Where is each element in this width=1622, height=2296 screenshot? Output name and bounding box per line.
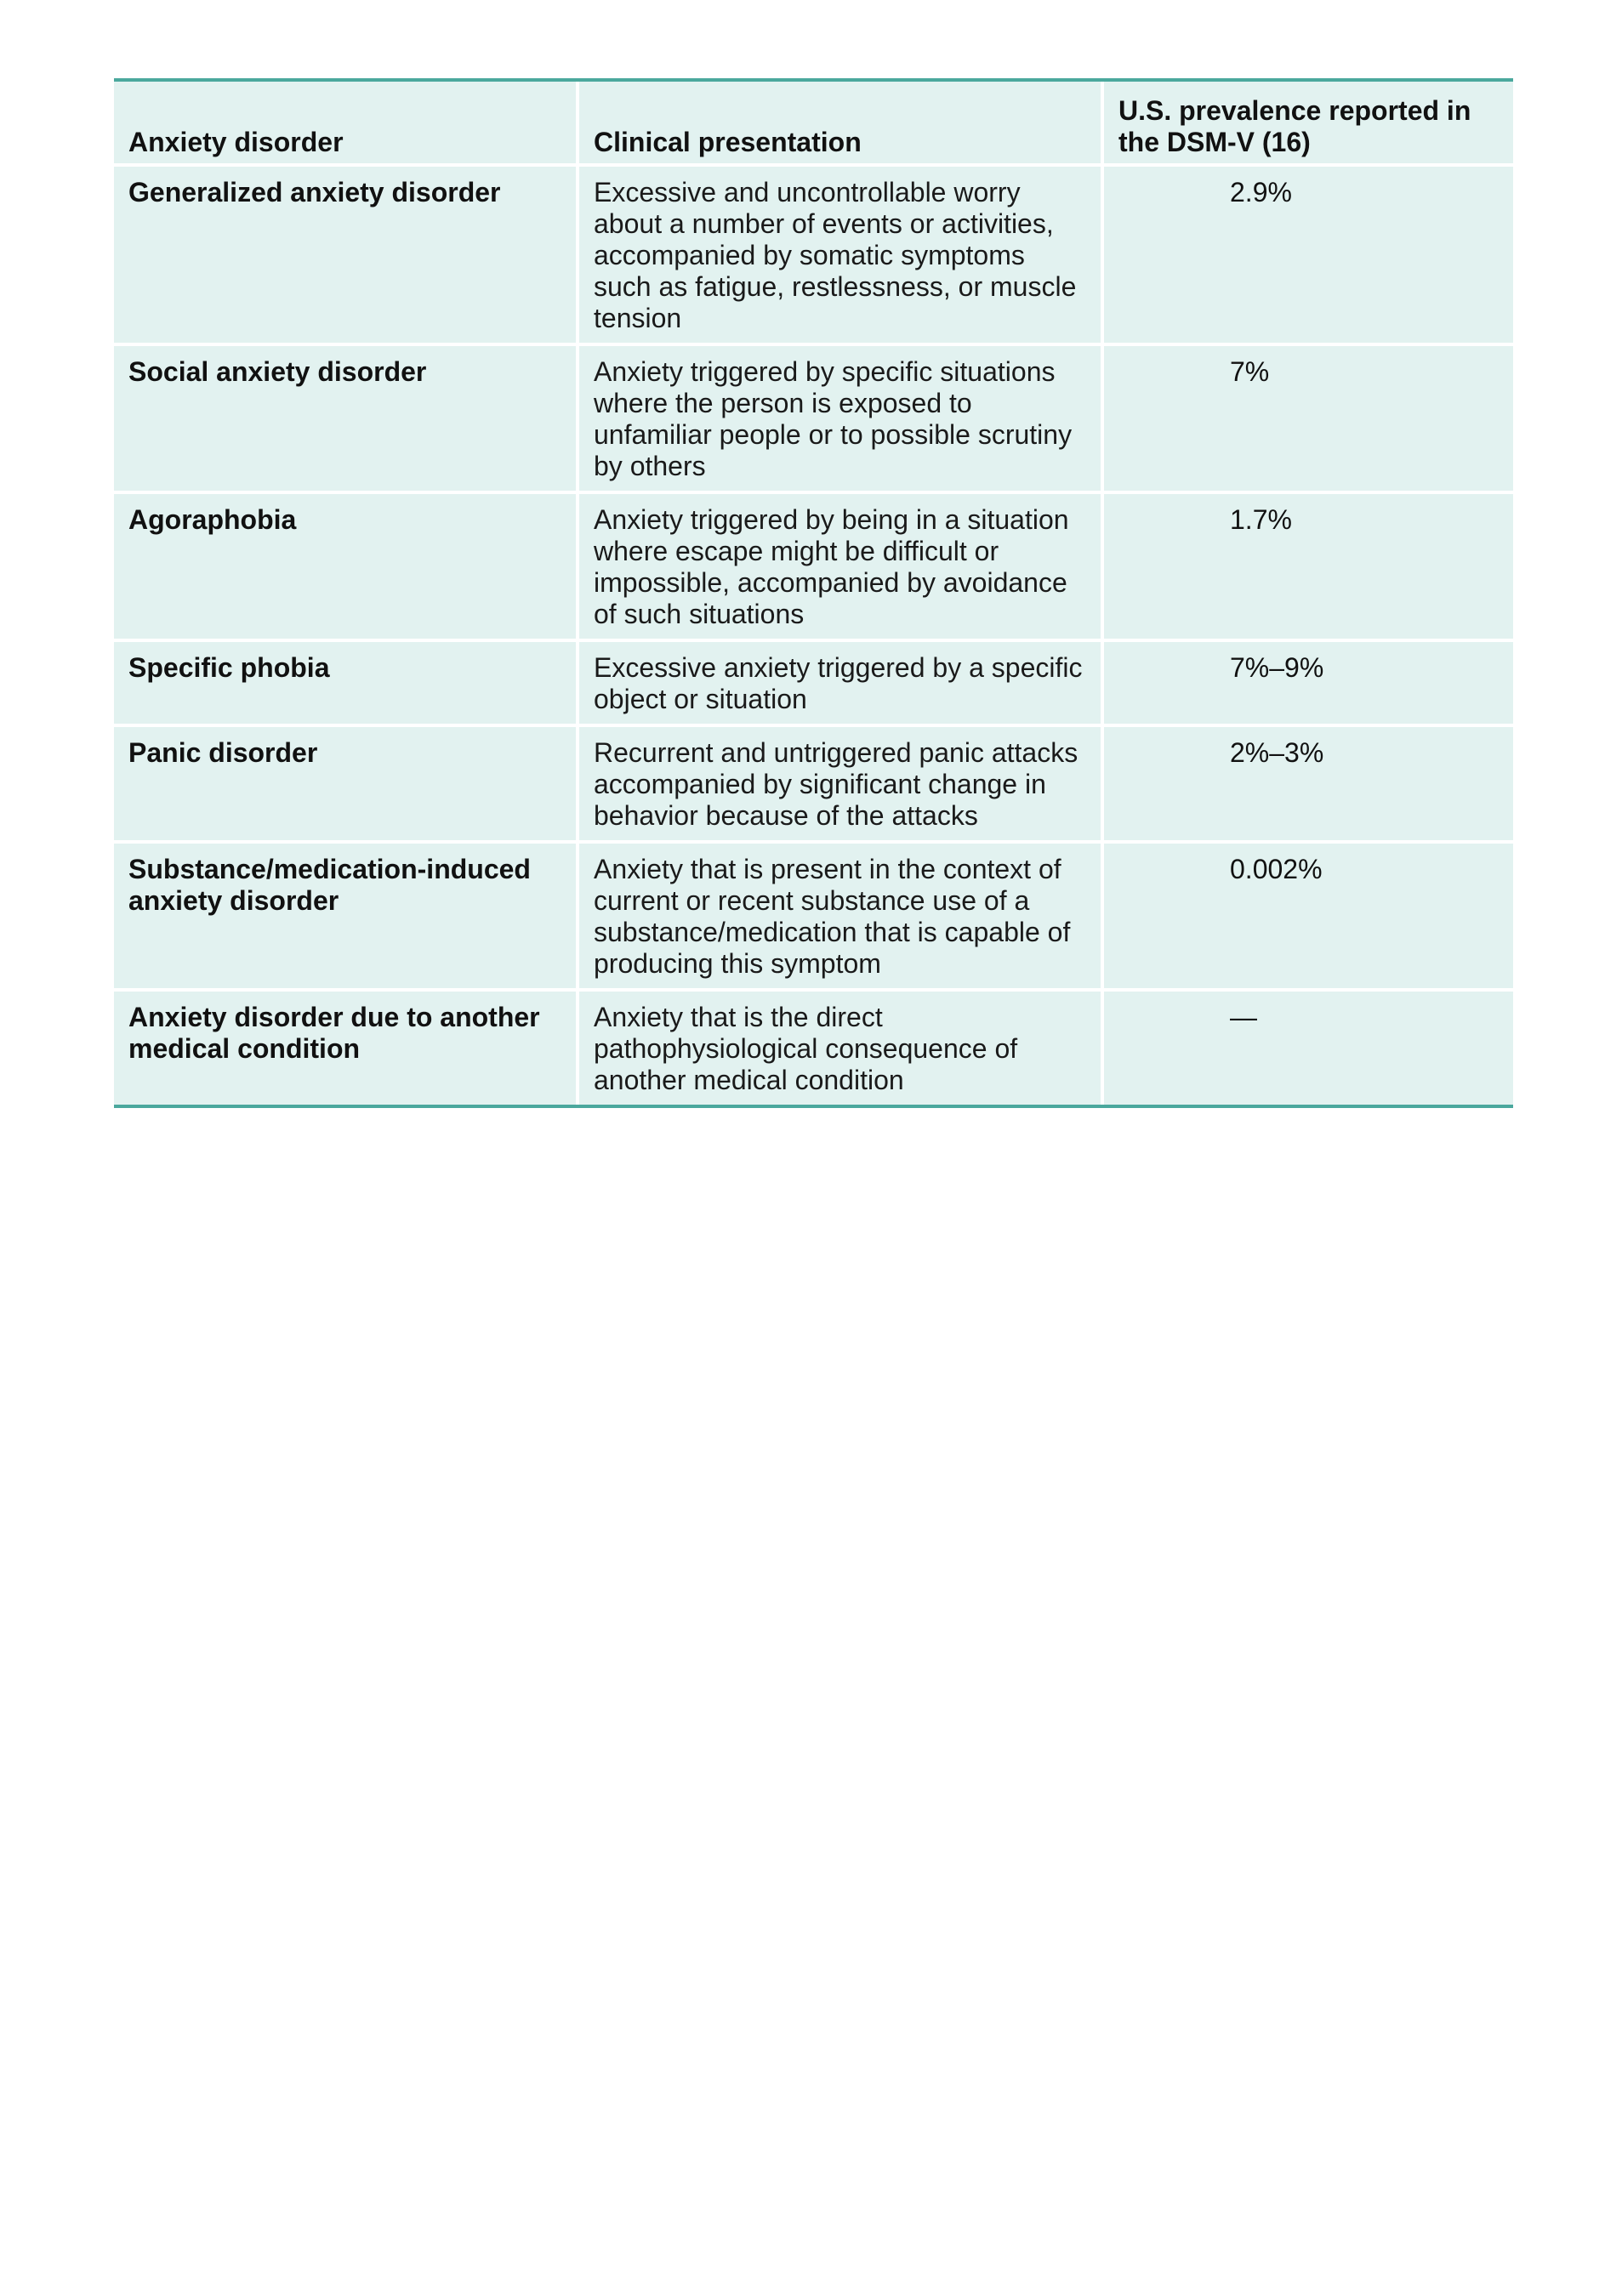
table-body (114, 167, 1513, 1105)
table-row (114, 167, 1513, 346)
presentation-cell: Anxiety triggered by specific situations where the person is exposed to unfamiliar people or to possible scrutiny by others (579, 346, 1104, 494)
prevalence-cell: 1.7% (1104, 494, 1513, 642)
prevalence-cell: 2%–3% (1104, 727, 1513, 844)
table-row (114, 844, 1513, 992)
table-row (114, 992, 1513, 1105)
disorder-cell: Generalized anxiety disorder (114, 167, 579, 346)
anxiety-disorders-table (114, 78, 1513, 1108)
disorder-cell: Anxiety disorder due to another medical condition (114, 992, 579, 1105)
header-row (114, 82, 1513, 167)
presentation-cell: Anxiety that is the direct pathophysiological consequence of another medical condition (579, 992, 1104, 1105)
prevalence-cell: 7%–9% (1104, 642, 1513, 727)
header-disorder: Anxiety disorder (114, 82, 579, 167)
presentation-cell: Recurrent and untriggered panic attacks accompanied by significant change in behavior because of the attacks (579, 727, 1104, 844)
presentation-cell: Excessive anxiety triggered by a specific object or situation (579, 642, 1104, 727)
disorder-cell: Agoraphobia (114, 494, 579, 642)
table-row (114, 346, 1513, 494)
header-prevalence: U.S. prevalence reported in the DSM-V (16) (1104, 82, 1513, 167)
table-header (114, 82, 1513, 167)
prevalence-cell: 0.002% (1104, 844, 1513, 992)
table-row (114, 494, 1513, 642)
presentation-cell: Excessive and uncontrollable worry about a number of events or activities, accompanied by somatic symptoms such as fatigue, restlessness, or muscle tension (579, 167, 1104, 346)
table-row (114, 642, 1513, 727)
disorder-cell: Panic disorder (114, 727, 579, 844)
anxiety-disorders-table-container (114, 78, 1513, 1108)
prevalence-cell: 7% (1104, 346, 1513, 494)
disorder-cell: Specific phobia (114, 642, 579, 727)
table-row (114, 727, 1513, 844)
presentation-cell: Anxiety that is present in the context of current or recent substance use of a substance/medication that is capable of producing this symptom (579, 844, 1104, 992)
header-presentation: Clinical presentation (579, 82, 1104, 167)
prevalence-cell: — (1104, 992, 1513, 1105)
prevalence-cell: 2.9% (1104, 167, 1513, 346)
presentation-cell: Anxiety triggered by being in a situation where escape might be difficult or impossible, accompanied by avoidance of such situations (579, 494, 1104, 642)
disorder-cell: Substance/medication-induced anxiety disorder (114, 844, 579, 992)
disorder-cell: Social anxiety disorder (114, 346, 579, 494)
